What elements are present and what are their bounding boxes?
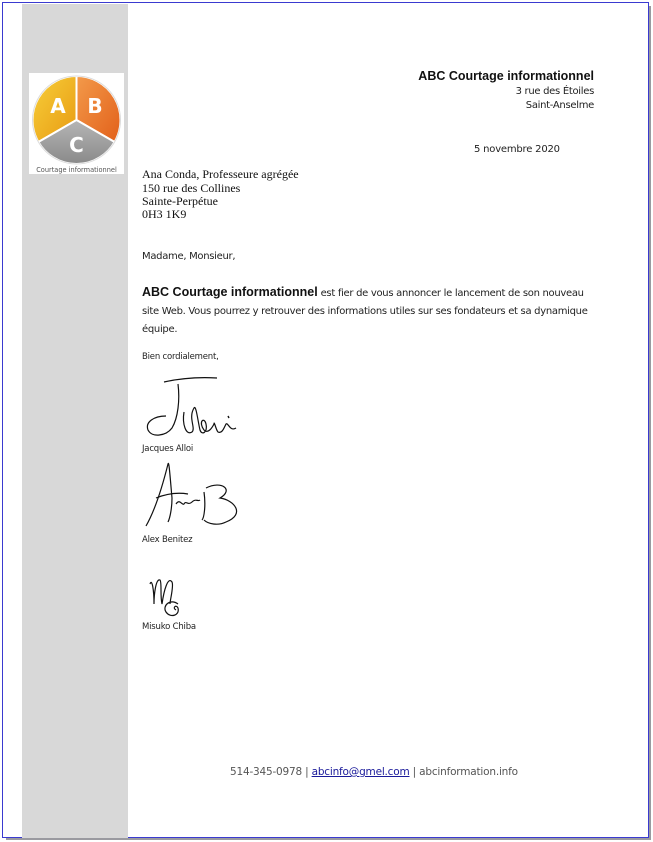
- body-brand: ABC Courtage informationnel: [142, 285, 318, 299]
- logo-letter-c: C: [69, 133, 84, 157]
- letter-body: [142, 283, 598, 339]
- logo-letter-b: B: [87, 94, 103, 118]
- letter-date: 5 novembre 2020: [474, 144, 560, 155]
- logo-letter-a: A: [50, 94, 66, 118]
- footer-separator-2: |: [412, 766, 416, 778]
- body-text: est fier de vous annoncer le lancement de son nouveau site Web. Vous pourrez y retrouver des informations utiles sur ses fondateurs et sa dynamique équipe.: [142, 288, 588, 335]
- recipient-city: Sainte-Perpétue: [142, 194, 218, 208]
- closing: Bien cordialement,: [142, 352, 219, 362]
- footer-separator-1: |: [305, 766, 309, 778]
- letterhead-company: ABC Courtage informationnel: [418, 69, 594, 83]
- recipient-name: Ana Conda, Professeure agrégée: [142, 167, 299, 181]
- recipient-postal: 0H3 1K9: [142, 207, 187, 221]
- signature-jacques-alloi: [142, 372, 242, 442]
- letterhead-city: Saint-Anselme: [525, 100, 594, 111]
- company-logo: [29, 73, 124, 174]
- signatory-name-3: Misuko Chiba: [142, 622, 196, 632]
- letterhead-street: 3 rue des Étoiles: [515, 86, 594, 97]
- recipient-street: 150 rue des Collines: [142, 181, 241, 195]
- signatory-name-2: Alex Benitez: [142, 535, 193, 545]
- footer-phone: 514-345-0978: [230, 766, 302, 778]
- footer: [230, 766, 518, 778]
- footer-website: abcinformation.info: [419, 766, 518, 778]
- signature-misuko-chiba: [146, 570, 186, 620]
- signature-alex-benitez: [142, 458, 246, 534]
- footer-email-link[interactable]: abcinfo@gmel.com: [311, 766, 410, 778]
- signatory-name-1: Jacques Alloi: [142, 444, 194, 454]
- salutation: Madame, Monsieur,: [142, 251, 236, 262]
- logo-caption: Courtage informationnel: [36, 166, 117, 174]
